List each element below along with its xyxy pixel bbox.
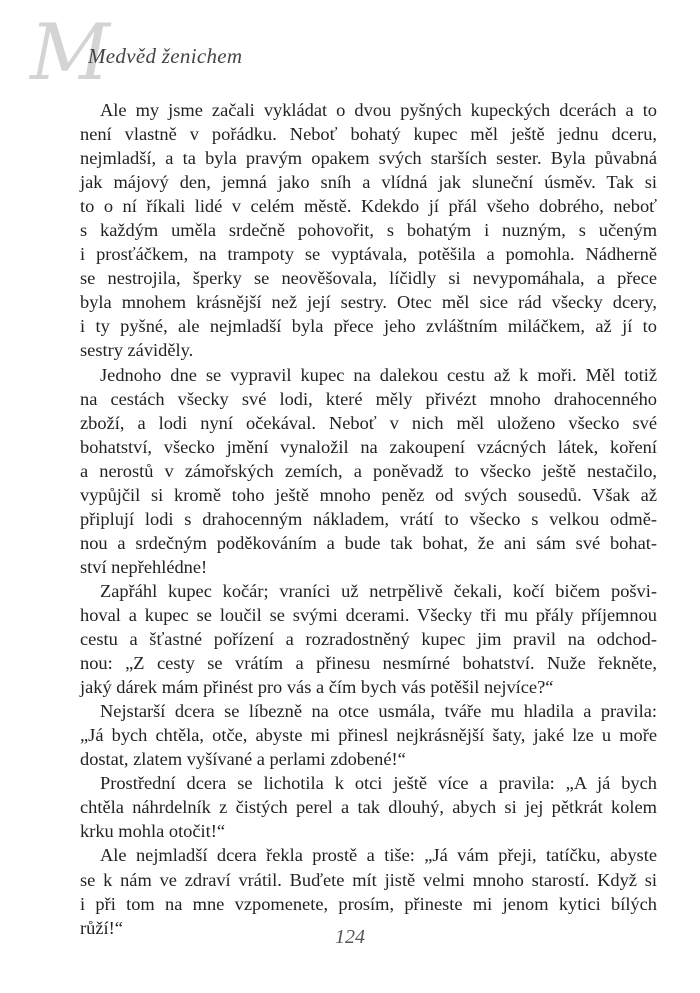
text-line: Nejstarší dcera se líbezně na otce usmála, tváře mu hladila a pravila: (100, 701, 657, 722)
text-line: byla mnohem krásnější než její sestry. Otec měl sice rád všecky dcery, (80, 292, 657, 313)
text-line: bohatství, všecko jmění vynaložil na zakoupení vzácných látek, koření (80, 436, 657, 457)
text-line: není vlastně v pořádku. Neboť bohatý kupec měl ještě jednu dceru, (80, 124, 657, 145)
paragraph (80, 98, 657, 363)
text-line: „Já bych chtěla, otče, abyste mi přinesl nejkrásnější šaty, jaké lze u moře (80, 725, 657, 746)
text-line: připlují lodi s drahocenným nákladem, vrátí to všecko s velkou odmě- (80, 508, 657, 529)
text-line: nejmladší, a ta byla pravým opakem svých starších sester. Byla půvabná (80, 148, 657, 169)
text-line: Ale nejmladší dcera řekla prostě a tiše: „Já vám přeji, tatíčku, abyste (100, 845, 657, 866)
paragraph (80, 699, 657, 771)
text-line: sestry záviděly. (80, 340, 194, 361)
text-line: a nerostů v zámořských zemích, a poněvadž to všecko ještě nestačilo, (80, 460, 657, 481)
text-line: Jednoho dne se vypravil kupec na dalekou cestu až k moři. Měl totiž (100, 364, 657, 385)
text-line: vypůjčil si kromě toho ještě mnoho peněz od svých sousedů. Však až (80, 484, 657, 505)
text-line: chtěla náhrdelník z čistých perel a tak dlouhý, abych si jej pětkrát kolem (80, 797, 657, 818)
text-line: se k nám ve zdraví vrátil. Buďete mít jistě velmi mnoho starostí. Když si (80, 869, 657, 890)
text-line: Ale my jsme začali vykládat o dvou pyšných kupeckých dcerách a to (100, 100, 657, 120)
text-line: nou: „Z cesty se vrátím a přinesu nesmírné bohatství. Nuže řekněte, (80, 653, 657, 674)
text-line: i ty pyšné, ale nejmladší byla přece jeho zvláštním miláčkem, až jí to (80, 316, 657, 337)
text-line: Prostřední dcera se lichotila k otci ještě více a pravila: „A já bych (100, 773, 657, 794)
page-number: 124 (335, 926, 365, 948)
text-line: nou a srdečným poděkováním a bude tak bohat, že ani sám své bohat- (80, 532, 657, 553)
story-text (80, 98, 657, 940)
paragraph (80, 771, 657, 843)
text-line: se nestrojila, šperky se neověšovala, líčidly si nevypomáhala, a přece (80, 268, 657, 289)
text-line: i prosťáčkem, na trampoty se vyptávala, potěšila a pomohla. Nádherně (80, 244, 657, 265)
text-line: jak májový den, jemná jako sníh a vlídná jak sluneční úsměv. Tak si (80, 172, 657, 193)
text-line: hoval a kupec se loučil se svými dcerami. Všecky tři mu přály příjemnou (80, 604, 657, 625)
chapter-title: Medvěd ženichem (88, 44, 243, 68)
decorative-initial: M (30, 8, 110, 98)
text-line: krku mohla otočit!“ (80, 821, 226, 842)
paragraph (80, 363, 657, 579)
text-line: zboží, a lodi nyní očekával. Neboť v nich měl uloženo všecko své (80, 412, 657, 433)
paragraph (80, 579, 657, 699)
text-line: ství nepřehlédne! (80, 556, 208, 577)
running-header (30, 8, 290, 98)
text-line: i při tom na mne vzpomenete, prosím, přineste mi jenom kytici bílých (80, 893, 657, 914)
text-line: na cestách všecky své lodi, které měly přivézt mnoho drahocenného (80, 388, 657, 409)
text-line: růží!“ (80, 917, 123, 938)
text-line: Zapřáhl kupec kočár; vraníci už netrpělivě čekali, kočí bičem pošvi- (100, 580, 657, 601)
text-line: to o ní říkali lidé v celém městě. Kdekdo jí přál všeho dobrého, neboť (80, 196, 657, 217)
text-line: cestu a šťastné pořízení a rozradostněný kupec jim pravil na odchod- (80, 629, 657, 650)
text-line: jaký dárek mám přinést pro vás a čím bych vás potěšil nejvíce?“ (80, 677, 554, 698)
text-line: s každým uměla srdečně pohovořit, s bohatým i nuzným, s učeným (80, 220, 657, 241)
text-line: dostat, zlatem vyšívané a perlami zdobené!“ (80, 749, 406, 770)
